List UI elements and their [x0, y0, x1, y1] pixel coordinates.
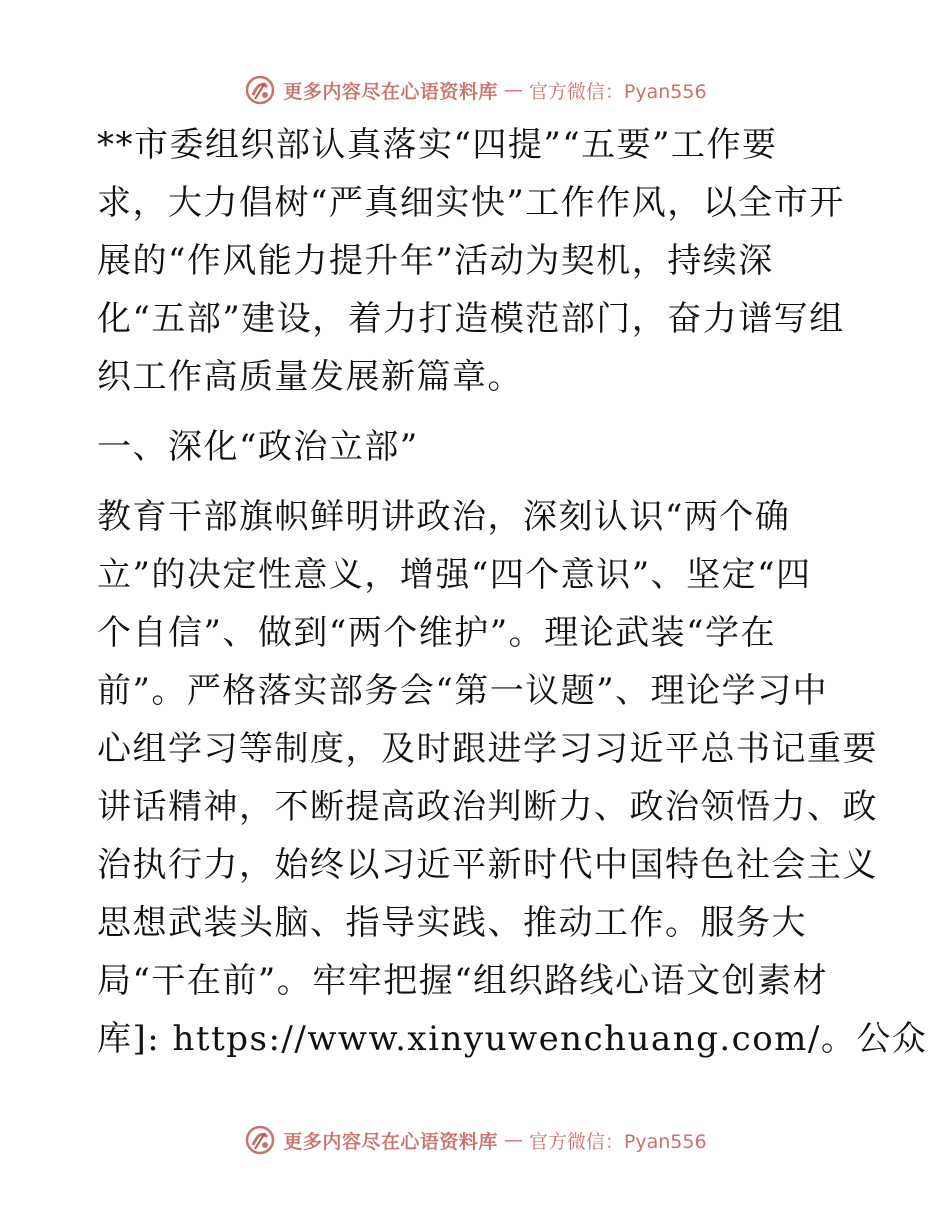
header-banner	[0, 70, 950, 110]
paragraph-body	[97, 488, 928, 1068]
text-line: 展的“作风能力提升年”活动为契机，持续深	[97, 241, 774, 281]
text-line: 教育干部旗帜鲜明讲政治，深刻认识“两个确	[97, 497, 791, 537]
footer-banner	[0, 1120, 950, 1160]
footer-banner-separator: —	[503, 1129, 523, 1151]
header-banner-separator: —	[503, 79, 523, 101]
text-line: **市委组织部认真落实“四提”“五要”工作要	[97, 125, 778, 165]
text-line: 心组学习等制度，及时跟进学习习近平总书记重要	[97, 729, 878, 769]
logo-icon	[243, 73, 277, 107]
text-line: 织工作高质量发展新篇章。	[97, 357, 523, 397]
document-body	[97, 116, 928, 1068]
text-line: 思想武装头脑、指导实践、推动工作。服务大	[97, 903, 807, 943]
text-line: 立”的决定性意义，增强“四个意识”、坚定“四	[97, 555, 812, 595]
text-line: 化“五部”建设，着力打造模范部门，奋力谱写组	[97, 299, 845, 339]
logo-icon	[243, 1123, 277, 1157]
text-line: 前”。严格落实部务会“第一议题”、理论学习中	[97, 671, 829, 711]
heading-line: 一、深化“政治立部”	[97, 427, 419, 467]
text-line: 讲话精神，不断提高政治判断力、政治领悟力、政	[97, 787, 878, 827]
text-line: 库]: https://www.xinyuwenchuang.com/。公众	[97, 1019, 928, 1059]
text-line: 个自信”、做到“两个维护”。理论武装“学在	[97, 613, 777, 653]
footer-banner-wechat: 官方微信：Pyan556	[528, 1130, 707, 1153]
text-line: 局“干在前”。牢牢把握“组织路线心语文创素材	[97, 961, 829, 1001]
text-line: 求，大力倡树“严真细实快”工作作风，以全市开	[97, 183, 845, 223]
header-banner-wechat: 官方微信：Pyan556	[528, 80, 707, 103]
paragraph-intro	[97, 116, 857, 406]
header-banner-text: 更多内容尽在心语资料库	[283, 80, 498, 103]
section-heading	[97, 418, 857, 476]
footer-banner-text: 更多内容尽在心语资料库	[283, 1130, 498, 1153]
text-line: 治执行力，始终以习近平新时代中国特色社会主义	[97, 845, 878, 885]
